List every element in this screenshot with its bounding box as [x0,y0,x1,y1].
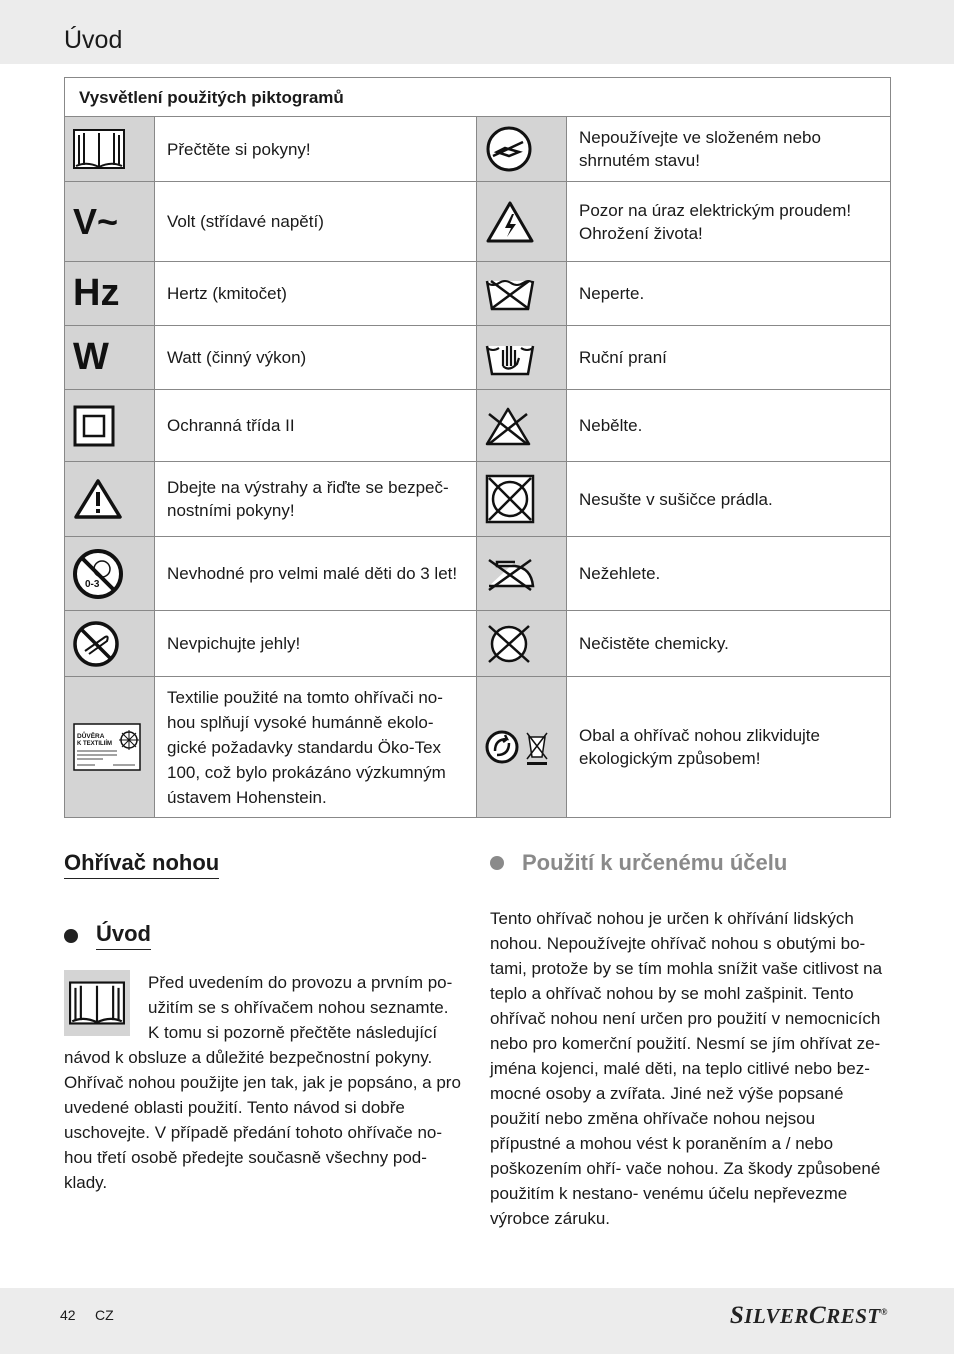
pictogram-row [65,262,891,326]
pictogram-cell [477,537,567,611]
section-heading-intro [64,921,462,950]
bullet-icon [490,856,504,870]
intro-paragraph-block [64,970,462,1195]
pictogram-cell [477,462,567,537]
pictogram-label: Obal a ohřívač nohou zlikvidujte ekologickým způsobem! [567,677,891,818]
pictogram-cell [477,611,567,677]
brand-logo: SILVERCREST® [729,1302,888,1329]
pictogram-cell [477,390,567,462]
pictogram-cell [65,462,155,537]
pictogram-cell [477,117,567,182]
oeko-label-line2: K TEXTILIÍM [77,741,112,747]
pictogram-label: Nevhodné pro velmi malé děti do 3 let! [155,537,477,611]
book-icon [69,981,125,1025]
pictogram-row [65,390,891,462]
page-header [0,0,954,64]
pictogram-cell [65,182,155,262]
pictogram-row [65,677,891,818]
pictogram-cell [65,611,155,677]
pictogram-cell [65,537,155,611]
pictogram-label: Pozor na úraz elektrickým proudem! Ohrožení života! [567,182,891,262]
pictogram-label: Nečistěte chemicky. [567,611,891,677]
pictogram-row [65,611,891,677]
pictogram-cell [65,326,155,390]
pictogram-label: Nežehlete. [567,537,891,611]
pictogram-cell [477,326,567,390]
pictogram-cell [477,677,567,818]
pictogram-label: Dbejte na výstrahy a řiďte se bezpeč- nostními pokyny! [155,462,477,537]
pictogram-row [65,462,891,537]
pictogram-cell [65,262,155,326]
pictogram-table [64,77,891,818]
do-not-iron-icon [485,556,537,592]
watt-symbol: W [73,336,109,378]
pictogram-label: Nepoužívejte ve složeném nebo shrnutém stavu! [567,117,891,182]
pictogram-table-heading: Vysvětlení použitých piktogramů [65,78,891,117]
bullet-icon [64,929,78,943]
product-title: Ohřívač nohou [64,850,219,879]
protection-class-ii-icon [73,405,115,447]
pictogram-label: Volt (střídavé napětí) [155,182,477,262]
do-not-tumble-dry-icon [485,474,535,524]
not-for-children-icon [73,549,123,599]
oeko-tex-label-icon [73,723,141,771]
volt-ac-symbol: V~ [73,201,119,242]
pictogram-row [65,117,891,182]
pictogram-cell [65,117,155,182]
pictogram-label: Ochranná třída II [155,390,477,462]
do-not-bleach-icon [485,406,531,446]
pictogram-cell [65,390,155,462]
pictogram-label: Nebělte. [567,390,891,462]
left-column [64,850,462,1195]
pictogram-row [65,182,891,262]
recycling-weee-icon [485,727,551,767]
section-title-intended-use: Použití k určenému účelu [522,850,788,875]
no-folded-icon [485,126,533,172]
hand-wash-icon [485,340,535,376]
warning-triangle-icon [73,478,123,520]
section-title-intro: Úvod [96,921,151,950]
page-footer [0,1288,954,1354]
language-code: CZ [95,1307,114,1323]
age-label: 0-3 [85,578,100,590]
pictogram-cell [477,262,567,326]
do-not-wash-icon [485,277,535,311]
oeko-label-line1: DŮVĚRA [77,733,105,740]
pictogram-label: Přečtěte si pokyny! [155,117,477,182]
pictogram-table-header [65,78,891,117]
pictogram-row [65,537,891,611]
pictogram-cell [477,182,567,262]
pictogram-label: Nevpichujte jehly! [155,611,477,677]
pictogram-label: Nesušte v sušičce prádla. [567,462,891,537]
electric-shock-warning-icon [485,200,535,244]
right-column [490,850,890,1231]
pictogram-row [65,326,891,390]
no-pins-icon [73,621,119,667]
pictogram-label: Neperte. [567,262,891,326]
page-number: 42 [60,1307,76,1323]
book-icon-box [64,970,130,1036]
pictogram-label: Ruční praní [567,326,891,390]
do-not-dry-clean-icon [485,624,533,664]
book-icon [73,129,125,169]
intended-use-text: Tento ohřívač nohou je určen k ohřívání lidských nohou. Nepoužívejte ohřívač nohou s obutými bo- tami, protože by se tím mohla snížit vaše citlivost na teplo a ohřívač nohou by se mohl zašpinit. Tento ohřívač nohou není určen pro použití v nemocnicích nebo pro komerční použití. Nesmí se jím ohřívat ze- jména kojenci, malé děti, na teplo citlivé nebo bez- mocné osoby a zvířata. Jiné než výše popsané použití nebo změna ohřívače nohou nejsou přípustné a mohou vést k poraněním a / nebo poškozením ohří- vače nohou. Za škody způsobené použitím k nestano- venému účelu nepřevezme výrobce záruku. [490,909,883,1228]
pictogram-cell [65,677,155,818]
section-heading-intended-use [490,850,890,876]
page-title: Úvod [64,26,123,54]
hertz-symbol: Hz [73,272,120,314]
pictogram-label: Hertz (kmitočet) [155,262,477,326]
intro-text: Před uvedením do provozu a prvním po- užitím se s ohřívačem nohou seznamte. K tomu si pozorně přečtěte následující návod k obsluze a důležité bezpečnostní pokyny. Ohřívač nohou použijte jen tak, jak je popsáno, a pro uvedené oblasti použití. Tento návod si dobře uschovejte. V případě předání tohoto ohřívače no- hou třetí osobě předejte současně všechny pod- klady. [64,973,461,1192]
pictogram-label: Textilie použité na tomto ohřívači no- hou splňují vysoké humánně ekolo- gické požadavky standardu Öko-Tex 100, což bylo prokázáno výzkumným ústavem Hohenstein. [155,677,477,818]
pictogram-label: Watt (činný výkon) [155,326,477,390]
